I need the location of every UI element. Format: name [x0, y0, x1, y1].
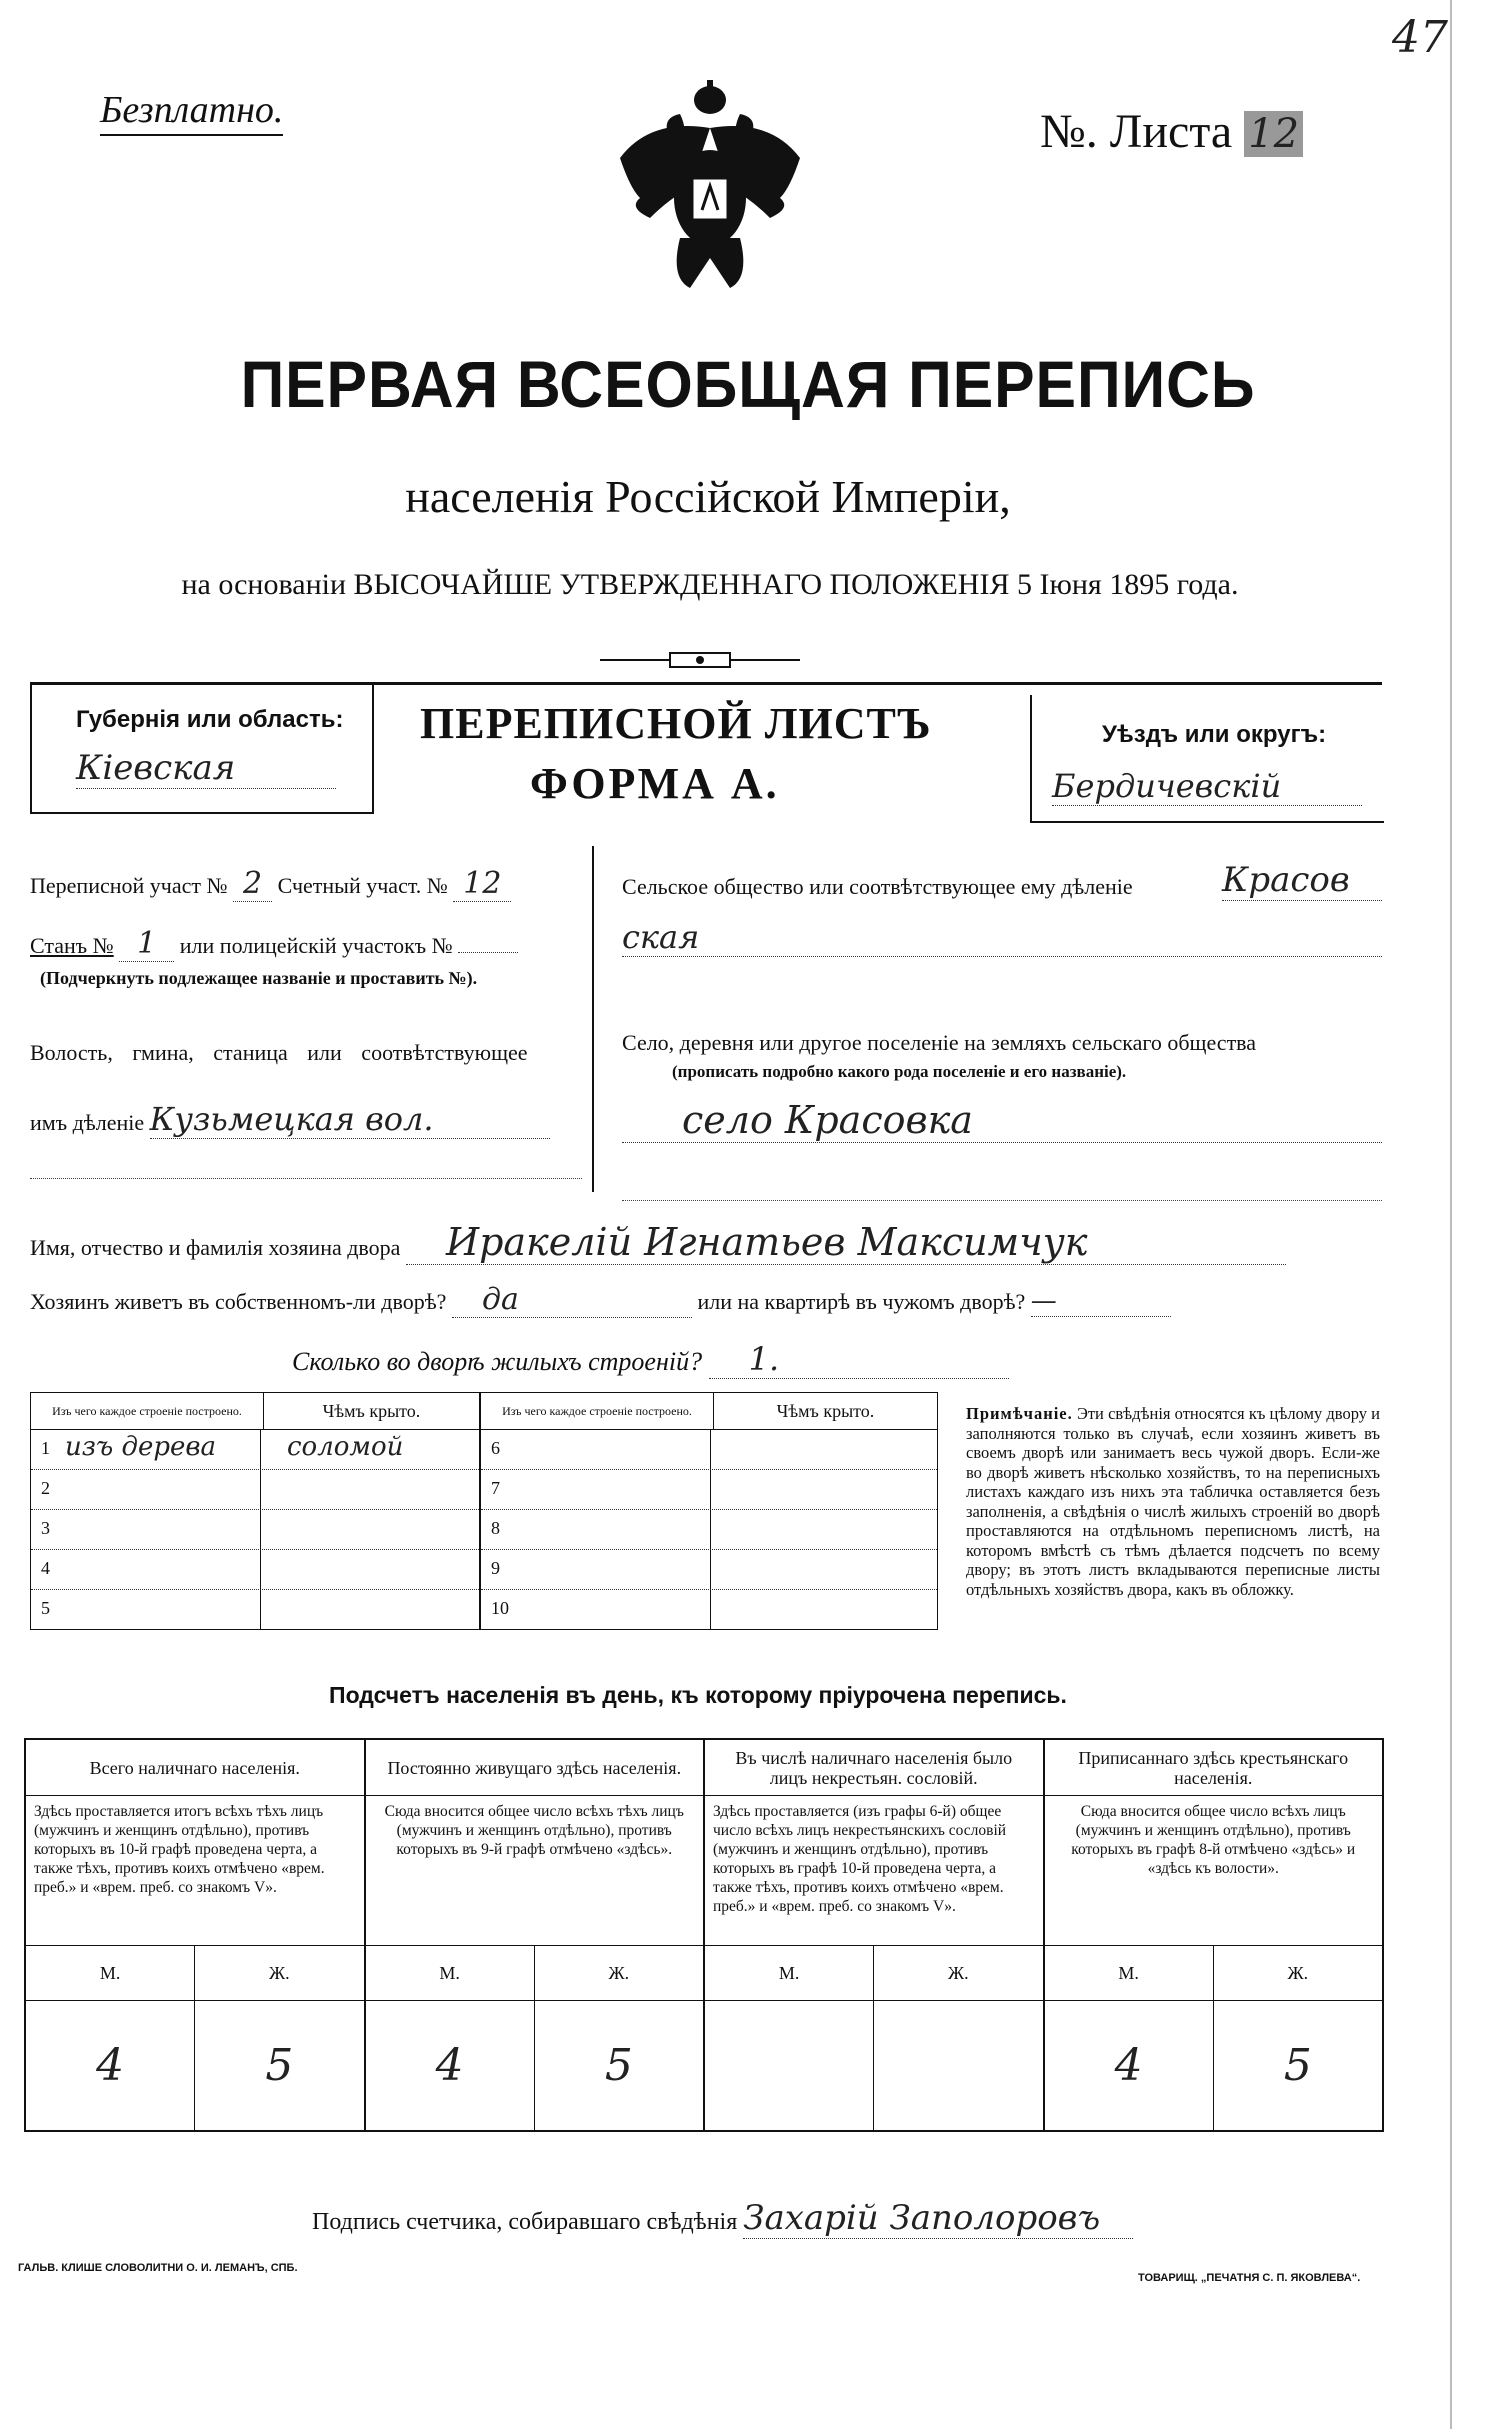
- roof-cell: [711, 1470, 937, 1509]
- imperial-eagle-emblem: [610, 78, 810, 318]
- table-row: [481, 1430, 937, 1470]
- population-table: [24, 1738, 1384, 2132]
- uezd-label: Уѣздъ или округъ:: [1102, 721, 1327, 748]
- table-row: [481, 1470, 937, 1510]
- stan-note: (Подчеркнуть подлежащее названіе и проставить №).: [40, 968, 478, 988]
- male-count: 4: [366, 2001, 535, 2130]
- female-header: Ж.: [269, 1962, 290, 1983]
- population-column-title: Въ числѣ наличнаго населенія было лицъ некрестьян. сословій.: [705, 1740, 1043, 1796]
- male-header: М.: [26, 1946, 195, 2000]
- table-row: [481, 1550, 937, 1590]
- society-value-2: ская: [622, 918, 1382, 957]
- form-title: ПЕРЕПИСНОЙ ЛИСТЪ: [420, 699, 932, 748]
- society-label: Сельское общество или соотвѣтствующее ему дѣленіе: [622, 874, 1133, 899]
- stan-row: [30, 926, 518, 961]
- table-row: [31, 1430, 479, 1470]
- material-cell: [31, 1430, 261, 1469]
- form-subtitle: ФОРМА А.: [530, 759, 780, 808]
- signature-label: Подпись счетчика, собиравшаго свѣдѣнія: [312, 2209, 738, 2235]
- row-number: 10: [491, 1598, 509, 1618]
- roof-cell: [261, 1510, 479, 1549]
- row-number: 5: [41, 1598, 50, 1618]
- male-count: 4: [1045, 2001, 1214, 2130]
- buildings-value: 1.: [709, 1340, 1009, 1379]
- uezd-value: Бердичевскій: [1052, 767, 1362, 806]
- police-label: или полицейскій участокъ №: [179, 933, 453, 958]
- society-value-1: Красов: [1222, 860, 1382, 901]
- table-row: [31, 1550, 479, 1590]
- police-value: [458, 952, 518, 953]
- free-label: Безплатно.: [100, 88, 283, 136]
- gubernia-label: Губернія или область:: [76, 706, 344, 733]
- buildings-rows-left: [31, 1430, 479, 1629]
- population-column: [26, 1740, 366, 2130]
- roof-cell: [711, 1510, 937, 1549]
- village-note: (прописать подробно какого рода поселеніе и его названіе).: [672, 1062, 1127, 1081]
- printer-right: ТОВАРИЩ. „ПЕЧАТНЯ С. П. ЯКОВЛЕВА“.: [1138, 2272, 1361, 2284]
- remark: [966, 1404, 1380, 1599]
- page-title: ПЕРВАЯ ВСЕОБЩАЯ ПЕРЕПИСЬ: [240, 347, 1256, 421]
- buildings-table-right: [480, 1392, 938, 1630]
- row-number: 9: [491, 1558, 500, 1578]
- row-number: 8: [491, 1518, 500, 1538]
- sheet-number-label: №. Листа: [1040, 105, 1233, 158]
- male-count: [705, 2001, 874, 2130]
- population-column-title: Постоянно живущаго здѣсь населенія.: [366, 1740, 704, 1796]
- table-row: [31, 1590, 479, 1629]
- own-yard-value: да: [452, 1282, 692, 1318]
- material-cell: [31, 1550, 261, 1589]
- left-blank-line: [30, 1178, 582, 1179]
- volost-label-2: имъ дѣленіе: [30, 1110, 145, 1135]
- table-row: [31, 1510, 479, 1550]
- col-material-header-2: Изъ чего каждое строеніе построено.: [481, 1393, 714, 1430]
- population-column: [705, 1740, 1045, 2130]
- gubernia-box: [30, 682, 374, 814]
- row-number: 2: [41, 1478, 50, 1498]
- district-row: [30, 866, 511, 901]
- volost-row: [30, 1100, 550, 1139]
- sex-header-row: [26, 1946, 364, 2001]
- own-yard-label: Хозяинъ живетъ въ собственномъ-ли дворѣ?: [30, 1289, 447, 1314]
- material-cell: [481, 1550, 711, 1589]
- male-header: М.: [705, 1946, 874, 2000]
- ornament-divider: [600, 648, 800, 672]
- material-cell: [481, 1510, 711, 1549]
- population-column: [366, 1740, 706, 2130]
- col-material-header: Изъ чего каждое строеніе построено.: [31, 1393, 264, 1430]
- remark-text: Эти свѣдѣнія относятся къ цѣлому двору и заполняются только въ случаѣ, если хозяинъ живетъ въ своемъ дворѣ или занимаетъ весь чужой дворъ. Если-же во дворѣ живетъ нѣсколько хозяйствъ, то на переписныхъ листахъ каждаго изъ нихъ эта табличка оставляется безъ заполненія, а свѣдѣнія о числѣ жилыхъ строеній во дворѣ проставляются на отдѣльномъ переписномъ листѣ, на которомъ вмѣстѣ съ тѣмъ дѣлается подсчетъ по всему двору; въ этотъ листъ вкладываются переписные листы отдѣльныхъ хозяйствъ двора, какъ въ обложку.: [966, 1404, 1380, 1599]
- material-cell: [31, 1470, 261, 1509]
- buildings-row: [292, 1340, 1009, 1379]
- page-subtitle: населенія Россійской Имперіи,: [405, 471, 1011, 522]
- table-row: [31, 1470, 479, 1510]
- male-header: М.: [1045, 1946, 1214, 2000]
- population-column-title: Приписаннаго здѣсь крестьянскаго населенія.: [1045, 1740, 1383, 1796]
- printer-left: ГАЛЬВ. КЛИШЕ СЛОВОЛИТНИ О. И. ЛЕМАНЪ, СПБ.: [18, 2262, 298, 2274]
- table-row: [481, 1590, 937, 1629]
- roof-cell: [261, 1590, 479, 1629]
- material-value: изъ дерева: [65, 1432, 217, 1462]
- volost-label-1: Волость, гмина, станица или соотвѣтствующее: [30, 1040, 528, 1065]
- volost-value: Кузьмецкая вол.: [150, 1100, 550, 1139]
- section-divider: [592, 846, 594, 1192]
- sex-values-row: [26, 2001, 364, 2130]
- roof-cell: [711, 1550, 937, 1589]
- roof-cell: [711, 1590, 937, 1629]
- right-blank-line: [622, 1200, 1382, 1201]
- stan-value: 1: [119, 926, 174, 962]
- count-value: 12: [453, 866, 511, 902]
- owner-name-row: [30, 1220, 1286, 1265]
- male-header: М.: [366, 1946, 535, 2000]
- page-edge: [1450, 0, 1452, 2429]
- row-number: 4: [41, 1558, 50, 1578]
- sex-header-row: [705, 1946, 1043, 2001]
- row-number: 7: [491, 1478, 500, 1498]
- material-cell: [31, 1590, 261, 1629]
- buildings-table-left: [30, 1392, 480, 1630]
- district-label: Переписной участ №: [30, 873, 228, 898]
- uezd-box: [1030, 695, 1384, 823]
- count-label: Счетный участ. №: [277, 873, 448, 898]
- roof-cell: [711, 1430, 937, 1469]
- female-header: Ж.: [1287, 1962, 1309, 1983]
- sheet-number-value: 12: [1244, 111, 1303, 157]
- buildings-label: Сколько во дворѣ жилыхъ строеній?: [292, 1347, 703, 1376]
- corner-mark: 47: [1392, 12, 1448, 63]
- female-count: [874, 2001, 1042, 2130]
- sex-header-row: [366, 1946, 704, 2001]
- sex-values-row: [366, 2001, 704, 2130]
- signature-row: [312, 2198, 1133, 2239]
- roof-value: соломой: [287, 1432, 404, 1462]
- population-column-title: Всего наличнаго населенія.: [26, 1740, 364, 1796]
- village-value: село Красовка: [622, 1098, 1382, 1143]
- village-label: Село, деревня или другое поселеніе на земляхъ сельскаго общества: [622, 1030, 1257, 1055]
- page-basis: на основаніи ВЫСОЧАЙШЕ УТВЕРЖДЕННАГО ПОЛОЖЕНІЯ 5 Іюня 1895 года.: [181, 568, 1239, 601]
- material-cell: [481, 1430, 711, 1469]
- col-roof-header-2: Чѣмъ крыто.: [714, 1393, 938, 1430]
- owner-name-label: Имя, отчество и фамилія хозяина двора: [30, 1235, 401, 1260]
- owner-name-value: Иракелій Игнатьев Максимчук: [406, 1220, 1286, 1265]
- material-cell: [481, 1470, 711, 1509]
- rented-value: —: [1031, 1286, 1171, 1317]
- col-roof-header: Чѣмъ крыто.: [264, 1393, 480, 1430]
- population-column-desc: Сюда вносится общее число всѣхъ тѣхъ лицъ (мужчинъ и женщинъ отдѣльно), противъ которыхъ въ 9-й графѣ отмѣчено «здѣсь».: [366, 1796, 704, 1946]
- rented-label: или на квартирѣ въ чужомъ дворѣ?: [697, 1289, 1026, 1314]
- row-number: 3: [41, 1518, 50, 1538]
- remark-title: Примѣчаніе.: [966, 1404, 1073, 1423]
- row-number: 6: [491, 1438, 500, 1458]
- population-heading: Подсчетъ населенія въ день, къ которому пріурочена перепись.: [329, 1682, 1067, 1708]
- sex-values-row: [1045, 2001, 1383, 2130]
- owner-yard-row: [30, 1282, 1171, 1318]
- male-count: 4: [26, 2001, 195, 2130]
- roof-cell: [261, 1470, 479, 1509]
- population-column-desc: Сюда вносится общее число всѣхъ лицъ (мужчинъ и женщинъ отдѣльно), противъ которыхъ въ графѣ 8-й отмѣчено «здѣсь» и «здѣсь къ волости».: [1045, 1796, 1383, 1946]
- district-value: 2: [233, 866, 272, 902]
- table-row: [481, 1510, 937, 1550]
- buildings-rows-right: [481, 1430, 937, 1629]
- signature-value: Захарій Заполоровъ: [743, 2198, 1133, 2239]
- material-cell: [481, 1590, 711, 1629]
- material-cell: [31, 1510, 261, 1549]
- gubernia-value: Кіевская: [76, 748, 336, 789]
- roof-cell: [261, 1550, 479, 1589]
- sheet-number: [1040, 104, 1303, 159]
- female-header: Ж.: [948, 1962, 969, 1983]
- female-header: Ж.: [608, 1962, 630, 1983]
- population-column-desc: Здѣсь проставляется итогъ всѣхъ тѣхъ лицъ (мужчинъ и женщинъ отдѣльно), противъ которыхъ въ 10-й графѣ проведена черта, а также тѣхъ, противъ коихъ отмѣчено «врем. преб.» и «врем. преб. со знакомъ V».: [26, 1796, 364, 1946]
- roof-cell: [261, 1430, 479, 1469]
- stan-label: Станъ №: [30, 933, 114, 958]
- female-count: 5: [265, 2040, 294, 2091]
- population-column-desc: Здѣсь проставляется (изъ графы 6-й) общее число всѣхъ лицъ некрестьянскихъ сословій (мужчинъ и женщинъ отдѣльно), противъ которыхъ въ графѣ 10-й проведена черта, а также тѣхъ, противъ коихъ отмѣчено «врем. преб.» и «врем. преб. со знакомъ V».: [705, 1796, 1043, 1946]
- population-column: [1045, 1740, 1383, 2130]
- female-count: 5: [1283, 2040, 1312, 2091]
- sex-header-row: [1045, 1946, 1383, 2001]
- row-number: 1: [41, 1438, 50, 1458]
- female-count: 5: [604, 2040, 633, 2091]
- sex-values-row: [705, 2001, 1043, 2130]
